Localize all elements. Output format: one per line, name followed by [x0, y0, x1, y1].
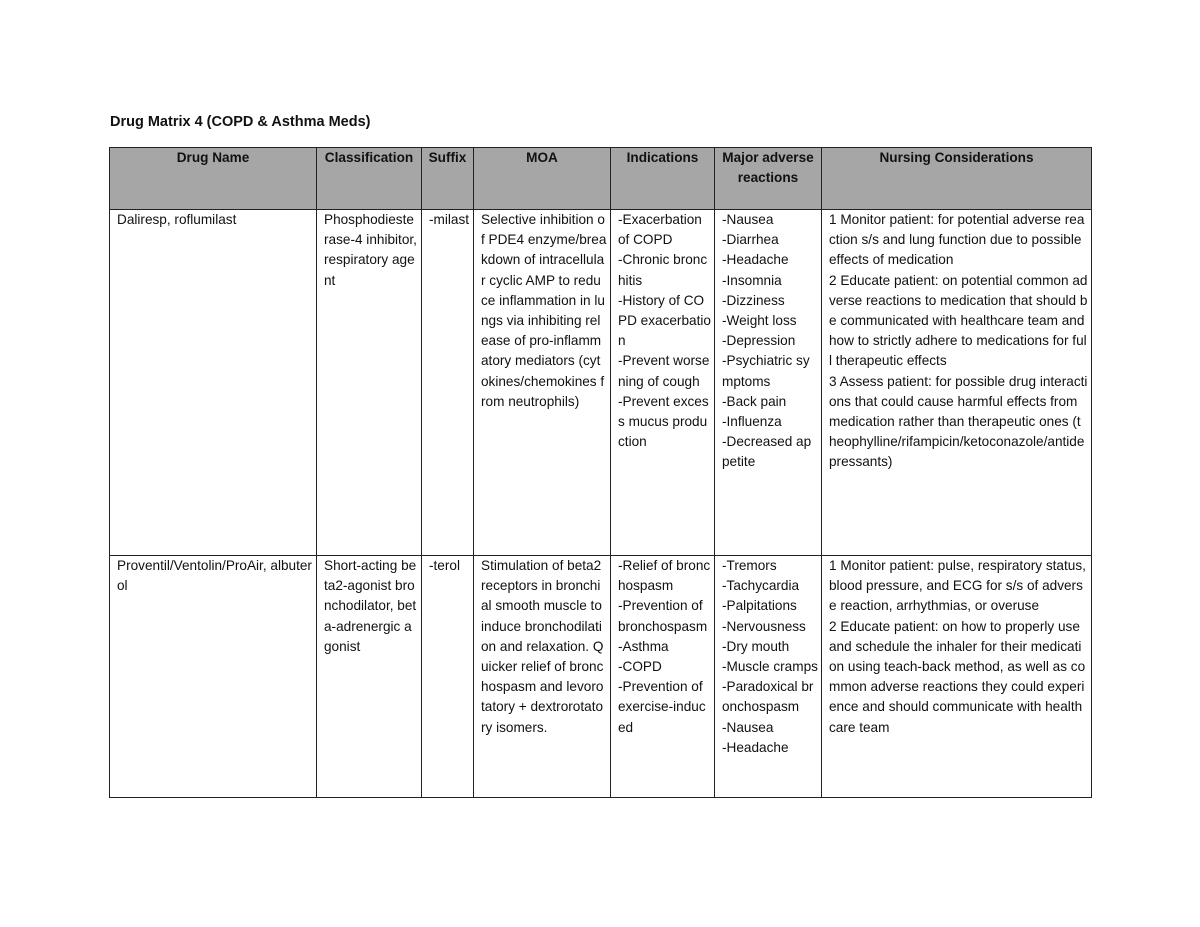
table-row	[110, 556, 1092, 798]
indication-item: -COPD	[618, 659, 662, 675]
adverse-reaction-item: -Headache	[722, 739, 789, 755]
adverse-reaction-item: -Back pain	[722, 393, 787, 409]
drug-name-cell: Daliresp, roflumilast	[110, 210, 317, 556]
classification-cell: Phosphodiesterase-4 inhibitor, respiratory agent	[317, 210, 422, 556]
header-nursing-considerations: Nursing Considerations	[822, 148, 1092, 210]
indication-item: -Prevention of bronchospasm	[618, 598, 708, 634]
adverse-reaction-item: -Psychiatric symptoms	[722, 353, 810, 389]
nursing-item: 1 Monitor patient: pulse, respiratory status, blood pressure, and ECG for s/s of adverse reaction, arrhythmias, or overuse	[829, 558, 1086, 614]
moa-cell: Selective inhibition of PDE4 enzyme/breakdown of intracellular cyclic AMP to reduce inflammation in lungs via inhibiting release of pro-inflammatory mediators (cytokines/chemokines from neutrophils)	[474, 210, 611, 556]
adverse-reaction-item: -Tremors	[722, 558, 777, 573]
indication-item: -Asthma	[618, 638, 669, 654]
suffix-cell: -milast	[422, 210, 474, 556]
header-moa: MOA	[474, 148, 611, 210]
header-suffix: Suffix	[422, 148, 474, 210]
nursing-item: 2 Educate patient: on how to properly use and schedule the inhaler for their medication using teach-back method, as well as common adverse reactions they could experience and should communicate with healthcare team	[829, 618, 1086, 735]
suffix-cell: -terol	[422, 556, 474, 798]
adverse-reaction-item: -Diarrhea	[722, 232, 779, 248]
adverse-reaction-item: -Dry mouth	[722, 638, 790, 654]
indication-item: -History of COPD exacerbation	[618, 292, 711, 349]
adverse-reaction-item: -Muscle cramps	[722, 659, 818, 675]
adverse-reaction-item: -Weight loss	[722, 313, 797, 329]
table-header-row	[110, 148, 1092, 210]
adverse-reaction-item: -Dizziness	[722, 292, 785, 308]
adverse-reaction-item: -Nausea	[722, 719, 774, 735]
adverse-reaction-item: -Tachycardia	[722, 578, 800, 594]
header-indications: Indications	[611, 148, 715, 210]
indication-item: -Relief of bronchospasm	[618, 558, 711, 594]
adverse-reaction-item: -Headache	[722, 252, 789, 268]
table-row	[110, 210, 1092, 556]
nursing-considerations-cell	[822, 210, 1092, 556]
indication-item: -Prevention of exercise-induced	[618, 679, 706, 735]
classification-cell: Short-acting beta2-agonist bronchodilator, beta-adrenergic agonist	[317, 556, 422, 798]
adverse-reaction-item: -Nervousness	[722, 618, 806, 634]
nursing-item: 3 Assess patient: for possible drug interactions that could cause harmful effects from medication rather than therapeutic ones (theophylline/rifampicin/ketoconazole/antidepressants)	[829, 373, 1088, 470]
page-title: Drug Matrix 4 (COPD & Asthma Meds)	[110, 114, 371, 130]
adverse-reactions-cell	[715, 556, 822, 798]
drug-name-cell: Proventil/Ventolin/ProAir, albuterol	[110, 556, 317, 798]
indications-cell	[611, 210, 715, 556]
indication-item: -Prevent worsening of cough	[618, 353, 710, 389]
adverse-reaction-item: -Paradoxical bronchospasm	[722, 679, 814, 715]
adverse-reaction-item: -Palpitations	[722, 598, 797, 614]
adverse-reactions-cell	[715, 210, 822, 556]
nursing-considerations-cell	[822, 556, 1092, 798]
indication-item: -Exacerbation of COPD	[618, 212, 702, 248]
indication-item: -Prevent excess mucus production	[618, 393, 709, 450]
adverse-reaction-item: -Decreased appetite	[722, 434, 812, 470]
drug-matrix-table	[109, 147, 1092, 798]
indication-item: -Chronic bronchitis	[618, 252, 708, 288]
nursing-item: 1 Monitor patient: for potential adverse reaction s/s and lung function due to possible effects of medication	[829, 212, 1085, 268]
adverse-reaction-item: -Depression	[722, 333, 796, 349]
indications-cell	[611, 556, 715, 798]
adverse-reaction-item: -Nausea	[722, 212, 774, 227]
nursing-item: 2 Educate patient: on potential common adverse reactions to medication that should be communicated with healthcare team and how to strictly adhere to medications for full therapeutic effects	[829, 272, 1088, 369]
adverse-reaction-item: -Influenza	[722, 414, 782, 430]
header-drug-name: Drug Name	[110, 148, 317, 210]
adverse-reaction-item: -Insomnia	[722, 272, 782, 288]
header-classification: Classification	[317, 148, 422, 210]
moa-cell: Stimulation of beta2 receptors in bronchial smooth muscle to induce bronchodilation and relaxation. Quicker relief of bronchospasm and levorotatory + dextrorotatory isomers.	[474, 556, 611, 798]
header-adverse-reactions: Major adverse reactions	[715, 148, 822, 210]
